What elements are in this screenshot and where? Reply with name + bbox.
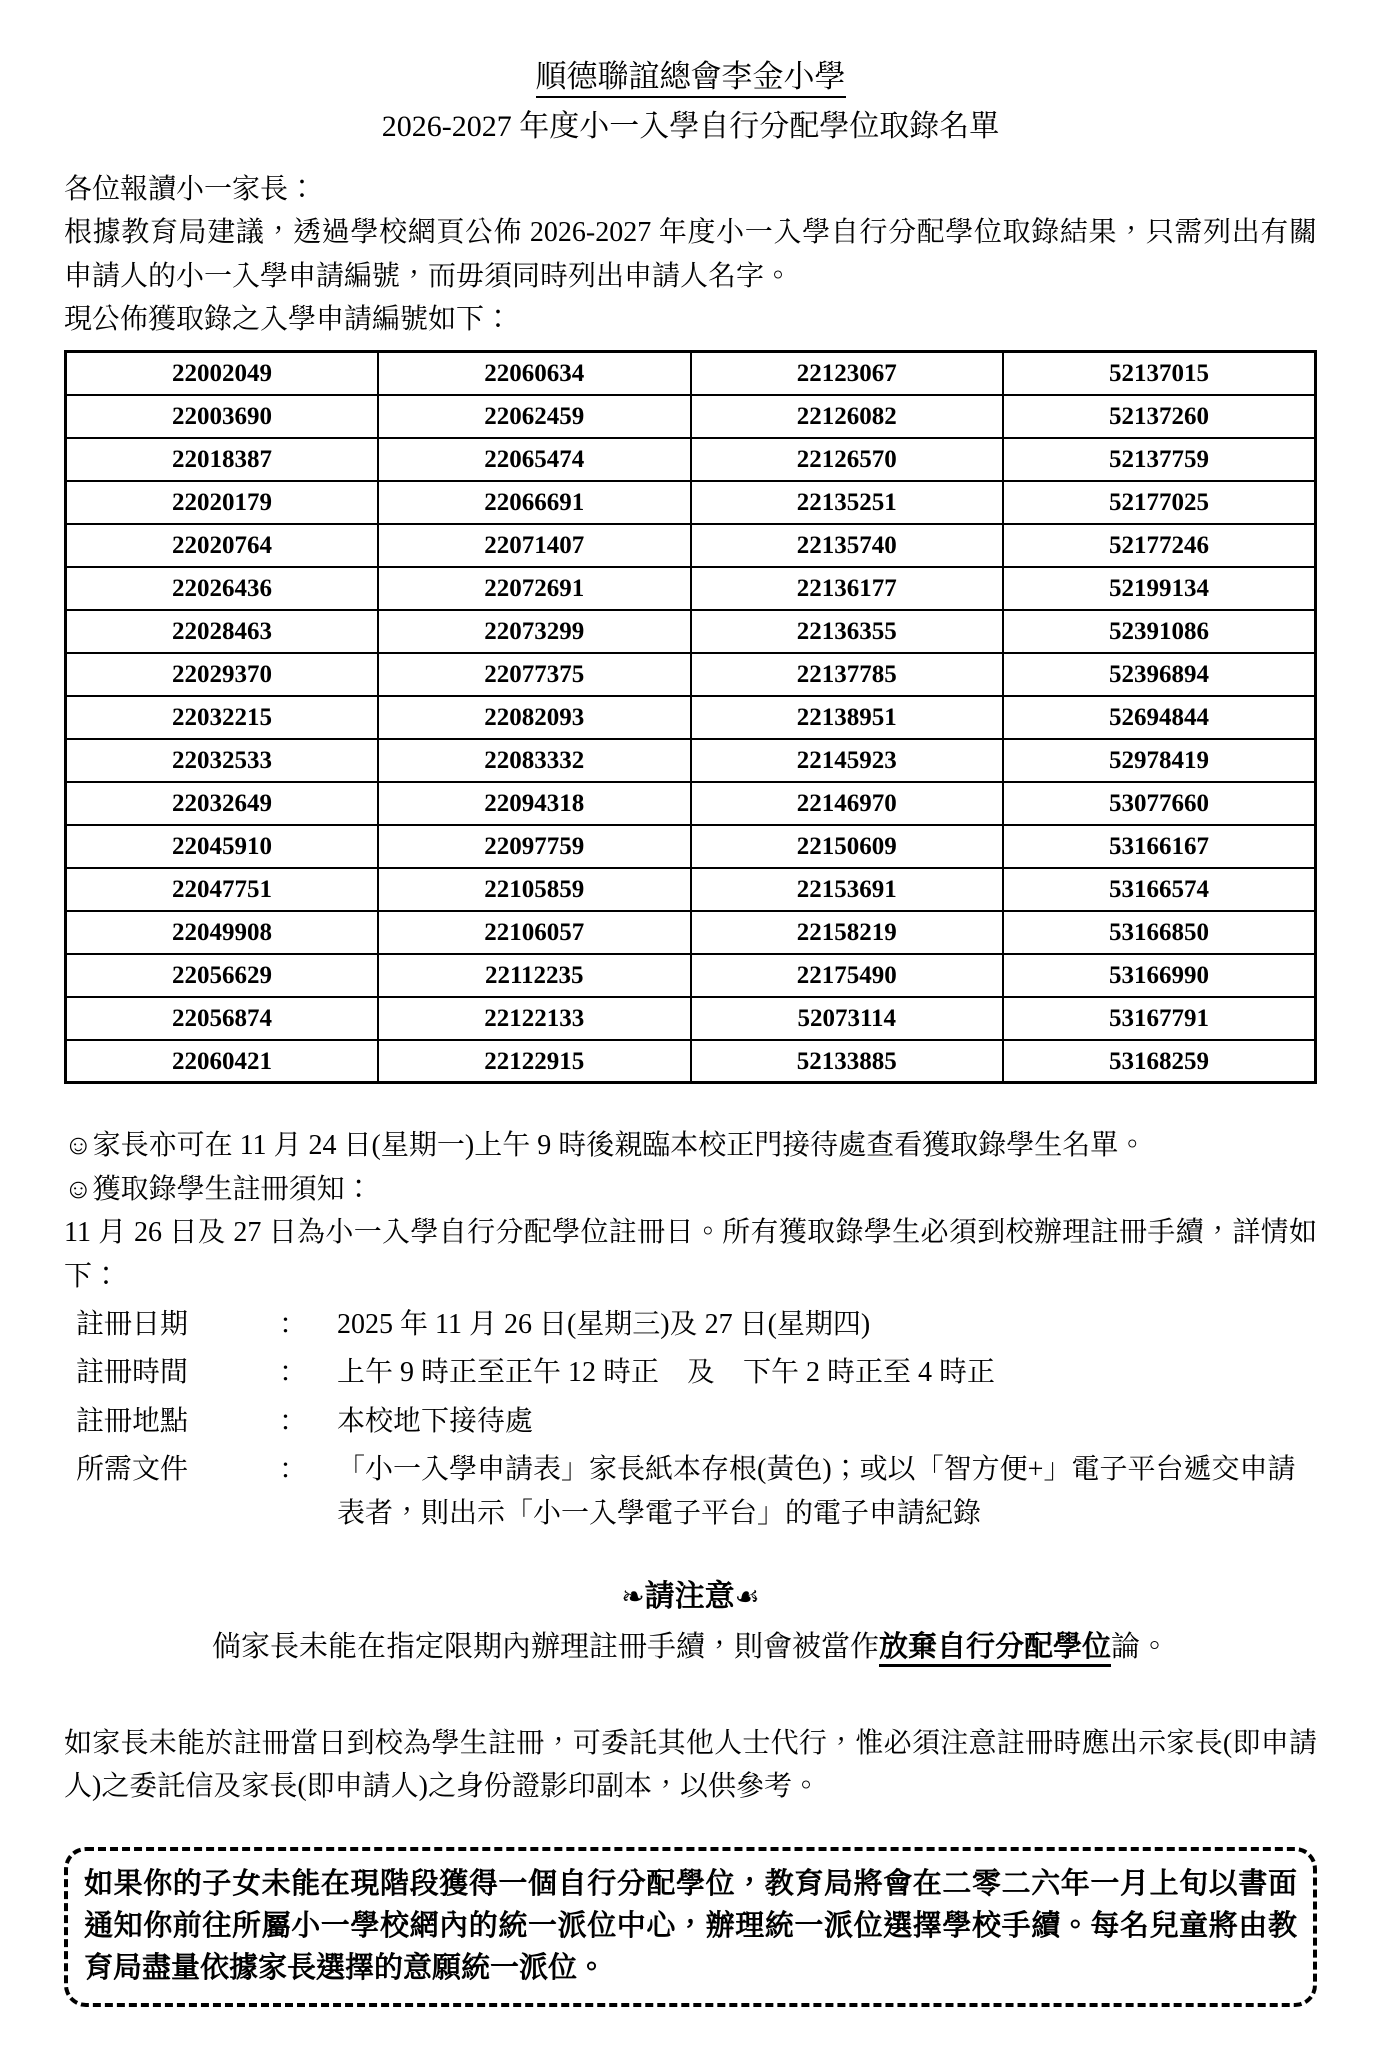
notice-heading-text: 請注意 [644,1579,735,1613]
registration-value: 「小一入學申請表」家長紙本存根(黃色)；或以「智方便+」電子平台遞交申請表者，則出示「小一入學電子平台」的電子申請紀錄 [337,1454,1296,1529]
notice-heading [64,1577,1317,1616]
application-number-cell: 53166850 [1003,911,1316,954]
application-number-cell: 22122133 [378,997,691,1040]
table-row [66,825,1316,868]
application-number-cell: 22073299 [378,610,691,653]
floral-ornament-right-icon: ☙ [734,1581,760,1613]
application-number-cell: 22153691 [691,868,1004,911]
application-number-cell: 22018387 [66,438,379,481]
application-number-cell: 22020764 [66,524,379,567]
application-number-cell: 52978419 [1003,739,1316,782]
note-registration-notice-text: 獲取錄學生註冊須知： [92,1173,373,1205]
notice-line [64,1626,1317,1670]
registration-value: 2025 年 11 月 26 日(星期三)及 27 日(星期四) [337,1308,871,1340]
application-number-cell: 22056874 [66,997,379,1040]
central-allocation-notice-box [64,1847,1317,2007]
table-row [66,1040,1316,1083]
application-number-cell: 22175490 [691,954,1004,997]
application-number-cell: 22060421 [66,1040,379,1083]
application-number-cell: 52391086 [1003,610,1316,653]
application-number-cell: 22094318 [378,782,691,825]
application-number-cell: 53077660 [1003,782,1316,825]
application-number-cell: 22126082 [691,395,1004,438]
smiley-icon: ☺ [64,1173,93,1205]
application-number-cell: 52073114 [691,997,1004,1040]
application-number-cell: 22136355 [691,610,1004,653]
application-number-cell: 52199134 [1003,567,1316,610]
application-number-cell: 22029370 [66,653,379,696]
application-number-cell: 22066691 [378,481,691,524]
application-number-cell: 52133885 [691,1040,1004,1083]
application-number-cell: 52694844 [1003,696,1316,739]
application-number-cell: 22082093 [378,696,691,739]
application-number-cell: 52137759 [1003,438,1316,481]
registration-value: 上午 9 時正至正午 12 時正 及 下午 2 時正至 4 時正 [337,1357,996,1389]
application-number-cell: 53167791 [1003,997,1316,1040]
delegation-paragraph: 如家長未能於註冊當日到校為學生註冊，可委託其他人士代行，惟必須注意註冊時應出示家長(即申請人)之委託信及家長(即申請人)之身份證影印副本，以供參考。 [64,1727,1317,1803]
registration-row-documents [64,1448,1317,1535]
table-row [66,997,1316,1040]
application-number-cell: 53166990 [1003,954,1316,997]
floral-ornament-left-icon: ❧ [621,1581,645,1613]
registration-colon: ： [279,1454,308,1486]
table-row [66,782,1316,825]
notice-line-emphasis: 放棄自行分配學位 [879,1631,1111,1667]
application-number-cell: 22032215 [66,696,379,739]
table-row [66,524,1316,567]
application-number-cell: 22097759 [378,825,691,868]
registration-colon: ： [279,1308,308,1340]
application-number-cell: 22047751 [66,868,379,911]
admission-numbers-table-body [66,352,1316,1083]
application-number-cell: 22138951 [691,696,1004,739]
application-number-cell: 22056629 [66,954,379,997]
application-number-cell: 22028463 [66,610,379,653]
application-number-cell: 22032533 [66,739,379,782]
smiley-icon: ☺ [64,1130,93,1162]
table-row [66,739,1316,782]
registration-intro: 11 月 26 日及 27 日為小一入學自行分配學位註冊日。所有獲取錄學生必須到校辦理註冊手續，詳情如下： [64,1217,1317,1292]
note-view-onsite [64,1124,1317,1167]
notice-line-prefix: 倘家長未能在指定限期內辦理註冊手續，則會被當作 [211,1631,879,1664]
application-number-cell: 52177025 [1003,481,1316,524]
application-number-cell: 52137015 [1003,352,1316,395]
table-row [66,610,1316,653]
application-number-cell: 22136177 [691,567,1004,610]
admission-numbers-table [64,350,1317,1084]
application-number-cell: 22077375 [378,653,691,696]
registration-label: 註冊時間 [76,1357,189,1389]
notice-line-suffix: 論。 [1111,1631,1170,1664]
note-registration-notice [64,1168,1317,1211]
application-number-cell: 22146970 [691,782,1004,825]
registration-colon: ： [279,1405,308,1437]
application-number-cell: 22122915 [378,1040,691,1083]
application-number-cell: 53166574 [1003,868,1316,911]
application-number-cell: 22150609 [691,825,1004,868]
application-number-cell: 53166167 [1003,825,1316,868]
application-number-cell: 22106057 [378,911,691,954]
registration-row-venue [64,1400,1317,1443]
registration-label: 所需文件 [76,1454,189,1486]
intro-paragraph: 根據教育局建議，透過學校網頁公佈 2026-2027 年度小一入學自行分配學位取錄結果，只需列出有關申請人的小一入學申請編號，而毋須同時列出申請人名字。 [64,217,1317,292]
registration-label: 註冊日期 [76,1308,189,1340]
registration-row-date [64,1303,1317,1346]
application-number-cell: 22062459 [378,395,691,438]
application-number-cell: 52137260 [1003,395,1316,438]
application-number-cell: 22049908 [66,911,379,954]
table-row [66,352,1316,395]
application-number-cell: 52396894 [1003,653,1316,696]
application-number-cell: 22126570 [691,438,1004,481]
registration-value: 本校地下接待處 [337,1405,534,1437]
application-number-cell: 22071407 [378,524,691,567]
table-row [66,567,1316,610]
table-row [66,438,1316,481]
application-number-cell: 22135251 [691,481,1004,524]
registration-label: 註冊地點 [76,1405,189,1437]
table-row [66,954,1316,997]
table-row [66,653,1316,696]
document-title: 2026-2027 年度小一入學自行分配學位取錄名單 [381,109,1000,143]
table-row [66,868,1316,911]
application-number-cell: 22045910 [66,825,379,868]
table-row [66,395,1316,438]
application-number-cell: 22032649 [66,782,379,825]
application-number-cell: 22060634 [378,352,691,395]
application-number-cell: 22072691 [378,567,691,610]
application-number-cell: 22105859 [378,868,691,911]
application-number-cell: 22123067 [691,352,1004,395]
application-number-cell: 22145923 [691,739,1004,782]
application-number-cell: 22026436 [66,567,379,610]
registration-row-time [64,1351,1317,1394]
application-number-cell: 22065474 [378,438,691,481]
school-name [64,56,1317,98]
application-number-cell: 22135740 [691,524,1004,567]
table-row [66,696,1316,739]
application-number-cell: 22020179 [66,481,379,524]
application-number-cell: 52177246 [1003,524,1316,567]
salutation: 各位報讀小一家長： [64,173,317,205]
application-number-cell: 53168259 [1003,1040,1316,1083]
application-number-cell: 22002049 [66,352,379,395]
application-number-cell: 22137785 [691,653,1004,696]
table-row [66,911,1316,954]
application-number-cell: 22083332 [378,739,691,782]
central-allocation-notice-text: 如果你的子女未能在現階段獲得一個自行分配學位，教育局將會在二零二六年一月上旬以書面通知你前往所屬小一學校網內的統一派位中心，辦理統一派位選擇學校手續。每名兒童將由教育局盡量依據家長選擇的意願統一派位。 [84,1867,1297,1984]
registration-colon: ： [279,1357,308,1389]
announce-line: 現公佈獲取錄之入學申請編號如下： [64,304,513,336]
table-row [66,481,1316,524]
application-number-cell: 22158219 [691,911,1004,954]
application-number-cell: 22112235 [378,954,691,997]
note-view-onsite-text: 家長亦可在 11 月 24 日(星期一)上午 9 時後親臨本校正門接待處查看獲取錄學生名單。 [92,1130,1147,1162]
application-number-cell: 22003690 [66,395,379,438]
school-name-text: 順德聯誼總會李金小學 [536,59,846,98]
